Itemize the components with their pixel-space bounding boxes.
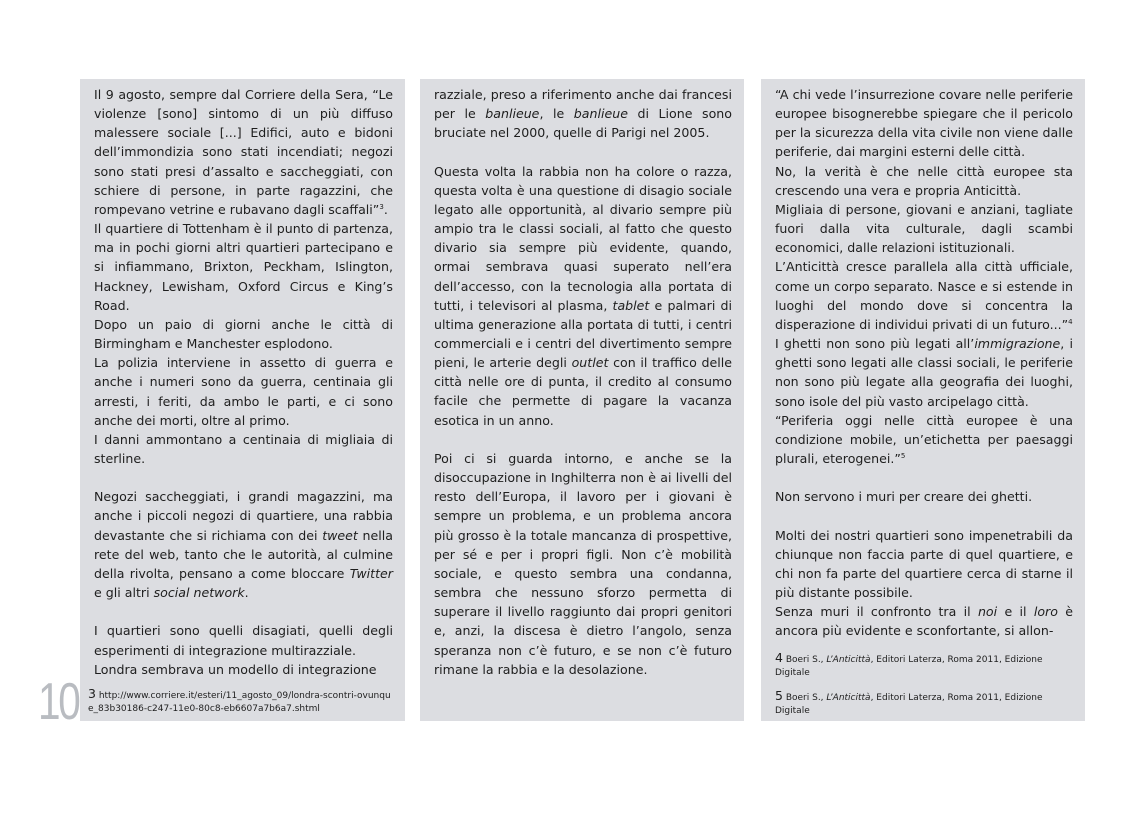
text-column-1 bbox=[80, 79, 405, 721]
footnote-url[interactable]: http://www.corriere.it/esteri/11_agosto_09/londra-scontri-ovunque_83b30186-c247-11e0-80c8-eb6607a7b6a7.shtml bbox=[88, 691, 391, 714]
footnote-3: 3 http://www.corriere.it/esteri/11_agosto_09/londra-scontri-ovunque_83b30186-c247-11e0-80c8-eb6607a7b6a7.shtml bbox=[88, 686, 391, 714]
paragraph: Dopo un paio di giorni anche le città di Birmingham e Manchester esplodono. bbox=[94, 316, 393, 352]
column-2-body bbox=[434, 85, 732, 679]
paragraph: Molti dei nostri quartieri sono impenetrabili da chiunque non faccia parte di quel quartiere, e chi non fa parte del quartiere cerca di starne il più distante possibile. bbox=[775, 527, 1073, 601]
paragraph: I ghetti non sono più legati all’immigrazione, i ghetti sono legati alle classi sociali, le periferie non sono più legate alla geografia dei luoghi, sono isole del più vasto arcipelago città. bbox=[775, 336, 1073, 409]
paragraph: Senza muri il confronto tra il noi e il loro è ancora più evidente e sconfortante, si allon- bbox=[775, 604, 1073, 639]
paragraph: La polizia interviene in assetto di guerra e anche i numeri sono da guerra, centinaia gli arresti, i feriti, da ambo le parti, e ci sono anche dei morti, oltre al primo. bbox=[94, 355, 393, 428]
paragraph: “Periferia oggi nelle città europee è una condizione mobile, un’etichetta per paesaggi plurali, eterogenei.”$^5$ bbox=[775, 412, 1073, 466]
column-3-body bbox=[775, 85, 1073, 641]
paragraph: “A chi vede l’insurrezione covare nelle periferie europee bisognerebbe spiegare che il pericolo per la sicurezza della vita civile non viene dalle periferie, dai margini esterni delle città. bbox=[775, 87, 1073, 160]
footnote-ref: 3 bbox=[379, 202, 384, 211]
paragraph: Migliaia di persone, giovani e anziani, tagliate fuori dalla vita culturale, dagli scambi economici, dalle relazioni istituzionali. bbox=[775, 201, 1073, 256]
page-number: 10 bbox=[38, 673, 79, 731]
paragraph: Londra sembrava un modello di integrazione bbox=[94, 661, 377, 677]
footnote-5: 5 Boeri S., L’Anticittà, Editori Laterza, Roma 2011, Edizione Digitale bbox=[775, 687, 1043, 716]
paragraph: L’Anticittà cresce parallela alla città ufficiale, come un corpo separato. Nasce e si estende in luoghi del mondo dove si concentra la disperazione di individui privati di un futuro...”$^4$ bbox=[775, 259, 1073, 332]
paragraph: Negozi saccheggiati, i grandi magazzini, ma anche i piccoli negozi di quartiere, una rabbia devastante che si richiama con dei tweet nella rete del web, tanto che le autorità, al culmine della rivolta, pensano a come bloccare Twitter e gli altri social network. bbox=[94, 489, 393, 601]
footnote-4: 4 Boeri S., L’Anticittà, Editori Laterza, Roma 2011, Edizione Digitale bbox=[775, 649, 1043, 678]
footnote-ref: 5 bbox=[900, 451, 906, 460]
paragraph: Il 9 agosto, sempre dal Corriere della Sera, “Le violenze [sono] sintomo di un più diffuso malessere sociale [...] Edifici, auto e bidoni dell’immondizia sono stati incendiati; negozi sono stati presi d’assalto e saccheggiati, con schiere di persone, in parte ragazzini, che rompevano vetrine e rubavano dagli scaffali”$^3$. bbox=[94, 87, 393, 217]
paragraph: razziale, preso a riferimento anche dai francesi per le banlieue, le banlieue di Lione sono bruciate nel 2000, quelle di Parigi nel 2005. bbox=[434, 87, 732, 141]
paragraph: I danni ammontano a centinaia di migliaia di sterline. bbox=[94, 431, 393, 466]
paragraph: Non servono i muri per creare dei ghetti. bbox=[775, 489, 1033, 505]
text-column-3 bbox=[761, 79, 1085, 721]
paragraph: No, la verità è che nelle città europee sta crescendo una vera e propria Anticittà. bbox=[775, 163, 1073, 198]
paragraph: Questa volta la rabbia non ha colore o razza, questa volta è una questione di disagio sociale legato alle opportunità, al divario sempre più ampio tra le classi sociali, al fatto che questo divario sia sempre più evidente, quando, ormai sembrava quasi superato nell’era dell’accesso, con la tecnologia alla portata di tutti, i televisori al plasma, tablet e palmari di ultima generazione alla portata di tutti, i centri commerciali e i centri del divertimento sempre pieni, le arterie degli outlet con il traffico delle città nelle ore di punta, il credito al consumo facile che permette di pagare la vacanza esotica in un anno. bbox=[434, 163, 732, 428]
text-column-2 bbox=[420, 79, 744, 721]
footnote-ref: 4 bbox=[1068, 317, 1073, 326]
paragraph: Poi ci si guarda intorno, e anche se la disoccupazione in Inghilterra non è ai livelli del resto dell’Europa, il lavoro per i giovani è sempre un problema, e un problema ancora più grosso è la totale mancanza di prospettive, per sé e per i propri figli. Non c’è mobilità sociale, e questo sembra una condanna, sembra che nessuno sforzo permetta di superare il livello raggiunto dai propri genitori e, anzi, la discesa è dietro l’angolo, senza speranza non c’è futuro, e se non c’è futuro rimane la rabbia e la desolazione. bbox=[434, 450, 732, 677]
paragraph: I quartieri sono quelli disagiati, quelli degli esperimenti di integrazione multirazziale. bbox=[94, 623, 393, 658]
column-1-body bbox=[94, 85, 393, 679]
paragraph: Il quartiere di Tottenham è il punto di partenza, ma in pochi giorni altri quartieri partecipano e si infiammano, Brixton, Peckham, Islington, Hackney, Lewisham, Oxford Circus e King’s Road. bbox=[94, 221, 393, 313]
